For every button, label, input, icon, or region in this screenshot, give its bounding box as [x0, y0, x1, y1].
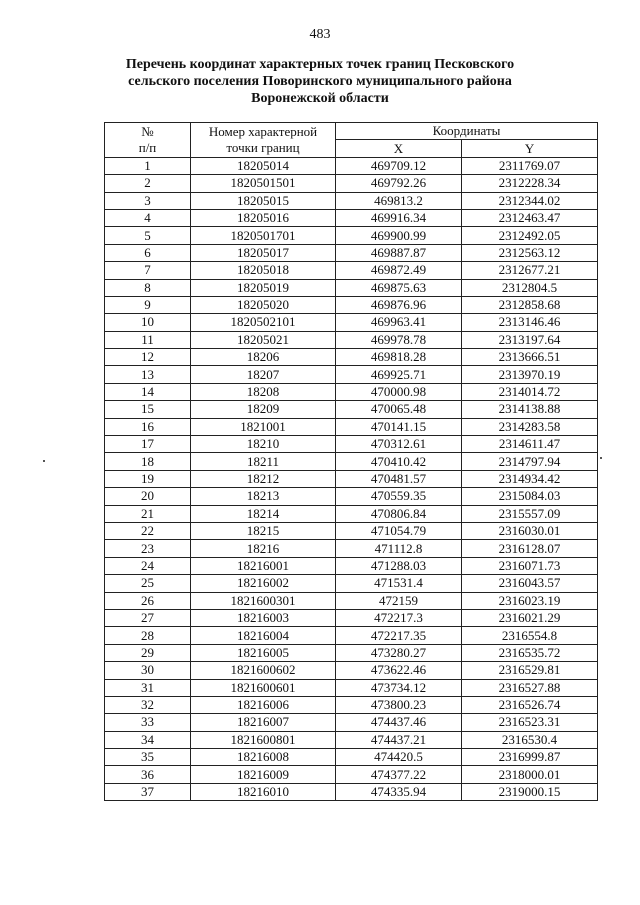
scan-speck [43, 460, 45, 462]
table-row [105, 540, 598, 557]
cell-point-number: 18205020 [191, 296, 336, 313]
header-row-number-line-2: п/п [138, 139, 157, 155]
cell-row-number: 30 [105, 662, 191, 679]
cell-x-value: 472217.3 [336, 609, 462, 626]
cell-y-value: 2311769.07 [462, 157, 598, 174]
cell-x-value: 469813.2 [336, 192, 462, 209]
cell-row-number: 11 [105, 331, 191, 348]
table-row [105, 383, 598, 400]
cell-y-value: 2319000.15 [462, 783, 598, 800]
cell-point-number: 18209 [191, 401, 336, 418]
title-line-2: сельского поселения Поворинского муниципального района [128, 74, 512, 89]
table-row [105, 227, 598, 244]
cell-row-number: 3 [105, 192, 191, 209]
cell-point-number: 18216008 [191, 749, 336, 766]
header-point-number-line-2: точки границ [226, 139, 300, 155]
cell-x-value: 469887.87 [336, 244, 462, 261]
cell-x-value: 474377.22 [336, 766, 462, 783]
table-row [105, 244, 598, 261]
cell-row-number: 7 [105, 262, 191, 279]
cell-row-number: 18 [105, 453, 191, 470]
cell-point-number: 18206 [191, 349, 336, 366]
cell-row-number: 32 [105, 696, 191, 713]
table-row [105, 436, 598, 453]
cell-row-number: 20 [105, 488, 191, 505]
cell-point-number: 18212 [191, 470, 336, 487]
cell-y-value: 2318000.01 [462, 766, 598, 783]
table-header [105, 123, 598, 158]
cell-point-number: 1820502101 [191, 314, 336, 331]
cell-point-number: 1821600301 [191, 592, 336, 609]
cell-row-number: 19 [105, 470, 191, 487]
cell-x-value: 473280.27 [336, 644, 462, 661]
cell-point-number: 18216005 [191, 644, 336, 661]
cell-y-value: 2316554.8 [462, 627, 598, 644]
cell-row-number: 17 [105, 436, 191, 453]
cell-y-value: 2312228.34 [462, 175, 598, 192]
cell-y-value: 2314283.58 [462, 418, 598, 435]
cell-x-value: 474437.46 [336, 714, 462, 731]
table-row [105, 296, 598, 313]
header-point-number-line-1: Номер характерной [208, 123, 318, 139]
cell-y-value: 2316043.57 [462, 575, 598, 592]
cell-x-value: 469818.28 [336, 349, 462, 366]
cell-row-number: 21 [105, 505, 191, 522]
cell-row-number: 34 [105, 731, 191, 748]
cell-point-number: 18205019 [191, 279, 336, 296]
cell-row-number: 16 [105, 418, 191, 435]
cell-point-number: 1821600602 [191, 662, 336, 679]
cell-point-number: 18210 [191, 436, 336, 453]
table-row [105, 314, 598, 331]
cell-row-number: 5 [105, 227, 191, 244]
table-row [105, 522, 598, 539]
cell-x-value: 470481.57 [336, 470, 462, 487]
cell-point-number: 18205016 [191, 209, 336, 226]
cell-x-value: 470141.15 [336, 418, 462, 435]
table-row [105, 557, 598, 574]
cell-y-value: 2316527.88 [462, 679, 598, 696]
title-line-3: Воронежской области [251, 91, 389, 106]
header-y: Y [462, 140, 598, 157]
cell-point-number: 1820501701 [191, 227, 336, 244]
cell-x-value: 469872.49 [336, 262, 462, 279]
header-row-number [105, 123, 191, 158]
cell-x-value: 474335.94 [336, 783, 462, 800]
cell-row-number: 25 [105, 575, 191, 592]
cell-x-value: 469875.63 [336, 279, 462, 296]
header-point-number [191, 123, 336, 158]
cell-row-number: 22 [105, 522, 191, 539]
cell-row-number: 26 [105, 592, 191, 609]
scan-speck [600, 457, 602, 459]
cell-point-number: 18214 [191, 505, 336, 522]
cell-x-value: 469876.96 [336, 296, 462, 313]
cell-x-value: 469900.99 [336, 227, 462, 244]
cell-point-number: 18211 [191, 453, 336, 470]
cell-y-value: 2316030.01 [462, 522, 598, 539]
cell-point-number: 18205015 [191, 192, 336, 209]
cell-x-value: 469709.12 [336, 157, 462, 174]
cell-y-value: 2314797.94 [462, 453, 598, 470]
cell-y-value: 2312463.47 [462, 209, 598, 226]
cell-y-value: 2316526.74 [462, 696, 598, 713]
cell-point-number: 18205021 [191, 331, 336, 348]
table-row [105, 401, 598, 418]
cell-x-value: 472159 [336, 592, 462, 609]
cell-x-value: 470312.61 [336, 436, 462, 453]
cell-x-value: 473622.46 [336, 662, 462, 679]
cell-row-number: 37 [105, 783, 191, 800]
cell-y-value: 2316530.4 [462, 731, 598, 748]
cell-point-number: 18216004 [191, 627, 336, 644]
cell-y-value: 2312492.05 [462, 227, 598, 244]
table-row [105, 609, 598, 626]
cell-y-value: 2313146.46 [462, 314, 598, 331]
cell-x-value: 470000.98 [336, 383, 462, 400]
cell-row-number: 28 [105, 627, 191, 644]
table-row [105, 575, 598, 592]
cell-row-number: 8 [105, 279, 191, 296]
cell-y-value: 2312344.02 [462, 192, 598, 209]
cell-y-value: 2316529.81 [462, 662, 598, 679]
page-number: 483 [309, 27, 331, 42]
cell-y-value: 2313970.19 [462, 366, 598, 383]
cell-row-number: 12 [105, 349, 191, 366]
table-row [105, 418, 598, 435]
cell-point-number: 18216001 [191, 557, 336, 574]
cell-x-value: 472217.35 [336, 627, 462, 644]
table-row [105, 157, 598, 174]
cell-row-number: 4 [105, 209, 191, 226]
cell-point-number: 18205018 [191, 262, 336, 279]
cell-x-value: 470806.84 [336, 505, 462, 522]
table-row [105, 488, 598, 505]
cell-y-value: 2314014.72 [462, 383, 598, 400]
cell-point-number: 18207 [191, 366, 336, 383]
cell-x-value: 471288.03 [336, 557, 462, 574]
cell-row-number: 2 [105, 175, 191, 192]
table-row [105, 766, 598, 783]
cell-x-value: 469792.26 [336, 175, 462, 192]
table-row [105, 192, 598, 209]
cell-x-value: 469916.34 [336, 209, 462, 226]
cell-x-value: 471531.4 [336, 575, 462, 592]
cell-y-value: 2312804.5 [462, 279, 598, 296]
cell-point-number: 1821600601 [191, 679, 336, 696]
header-coordinates: Координаты [336, 123, 598, 140]
cell-y-value: 2314934.42 [462, 470, 598, 487]
cell-row-number: 33 [105, 714, 191, 731]
cell-point-number: 1821001 [191, 418, 336, 435]
cell-x-value: 471054.79 [336, 522, 462, 539]
cell-point-number: 1820501501 [191, 175, 336, 192]
cell-y-value: 2316023.19 [462, 592, 598, 609]
cell-y-value: 2316999.87 [462, 749, 598, 766]
table-row [105, 662, 598, 679]
cell-row-number: 29 [105, 644, 191, 661]
cell-point-number: 18216010 [191, 783, 336, 800]
table-row [105, 349, 598, 366]
cell-y-value: 2313197.64 [462, 331, 598, 348]
table-body [105, 157, 598, 800]
cell-y-value: 2314138.88 [462, 401, 598, 418]
cell-x-value: 470065.48 [336, 401, 462, 418]
cell-x-value: 473734.12 [336, 679, 462, 696]
title-line-1: Перечень координат характерных точек границ Песковского [125, 57, 515, 72]
cell-row-number: 24 [105, 557, 191, 574]
cell-y-value: 2316535.72 [462, 644, 598, 661]
cell-point-number: 18208 [191, 383, 336, 400]
cell-x-value: 474420.5 [336, 749, 462, 766]
cell-x-value: 469925.71 [336, 366, 462, 383]
cell-x-value: 471112.8 [336, 540, 462, 557]
table-row [105, 175, 598, 192]
table-row [105, 453, 598, 470]
cell-y-value: 2312858.68 [462, 296, 598, 313]
cell-point-number: 18216 [191, 540, 336, 557]
cell-x-value: 470559.35 [336, 488, 462, 505]
header-row-number-line-1: № [141, 123, 154, 139]
cell-row-number: 27 [105, 609, 191, 626]
cell-point-number: 18216007 [191, 714, 336, 731]
table-row [105, 644, 598, 661]
cell-row-number: 13 [105, 366, 191, 383]
coordinates-table [104, 122, 598, 801]
table-row [105, 505, 598, 522]
cell-x-value: 473800.23 [336, 696, 462, 713]
table-row [105, 679, 598, 696]
table-row [105, 749, 598, 766]
table-row [105, 470, 598, 487]
table-row [105, 731, 598, 748]
header-x: X [336, 140, 462, 157]
cell-row-number: 6 [105, 244, 191, 261]
cell-point-number: 1821600801 [191, 731, 336, 748]
cell-y-value: 2316523.31 [462, 714, 598, 731]
cell-y-value: 2316021.29 [462, 609, 598, 626]
cell-y-value: 2314611.47 [462, 436, 598, 453]
cell-row-number: 15 [105, 401, 191, 418]
cell-row-number: 10 [105, 314, 191, 331]
cell-x-value: 469963.41 [336, 314, 462, 331]
cell-y-value: 2312677.21 [462, 262, 598, 279]
table-row [105, 331, 598, 348]
cell-row-number: 14 [105, 383, 191, 400]
table-row [105, 627, 598, 644]
cell-x-value: 469978.78 [336, 331, 462, 348]
cell-point-number: 18215 [191, 522, 336, 539]
cell-point-number: 18216003 [191, 609, 336, 626]
table-row [105, 279, 598, 296]
cell-y-value: 2313666.51 [462, 349, 598, 366]
table-row [105, 592, 598, 609]
table-row [105, 696, 598, 713]
cell-y-value: 2315084.03 [462, 488, 598, 505]
cell-x-value: 474437.21 [336, 731, 462, 748]
cell-point-number: 18216009 [191, 766, 336, 783]
cell-y-value: 2316128.07 [462, 540, 598, 557]
document-title [60, 56, 580, 107]
cell-row-number: 35 [105, 749, 191, 766]
cell-row-number: 9 [105, 296, 191, 313]
cell-row-number: 36 [105, 766, 191, 783]
cell-row-number: 1 [105, 157, 191, 174]
table-row [105, 262, 598, 279]
cell-y-value: 2315557.09 [462, 505, 598, 522]
cell-row-number: 31 [105, 679, 191, 696]
cell-point-number: 18205017 [191, 244, 336, 261]
cell-x-value: 470410.42 [336, 453, 462, 470]
cell-point-number: 18216006 [191, 696, 336, 713]
table-row [105, 209, 598, 226]
cell-point-number: 18216002 [191, 575, 336, 592]
table-row [105, 714, 598, 731]
cell-row-number: 23 [105, 540, 191, 557]
table-row [105, 366, 598, 383]
cell-y-value: 2312563.12 [462, 244, 598, 261]
table-row [105, 783, 598, 800]
cell-point-number: 18213 [191, 488, 336, 505]
cell-y-value: 2316071.73 [462, 557, 598, 574]
cell-point-number: 18205014 [191, 157, 336, 174]
